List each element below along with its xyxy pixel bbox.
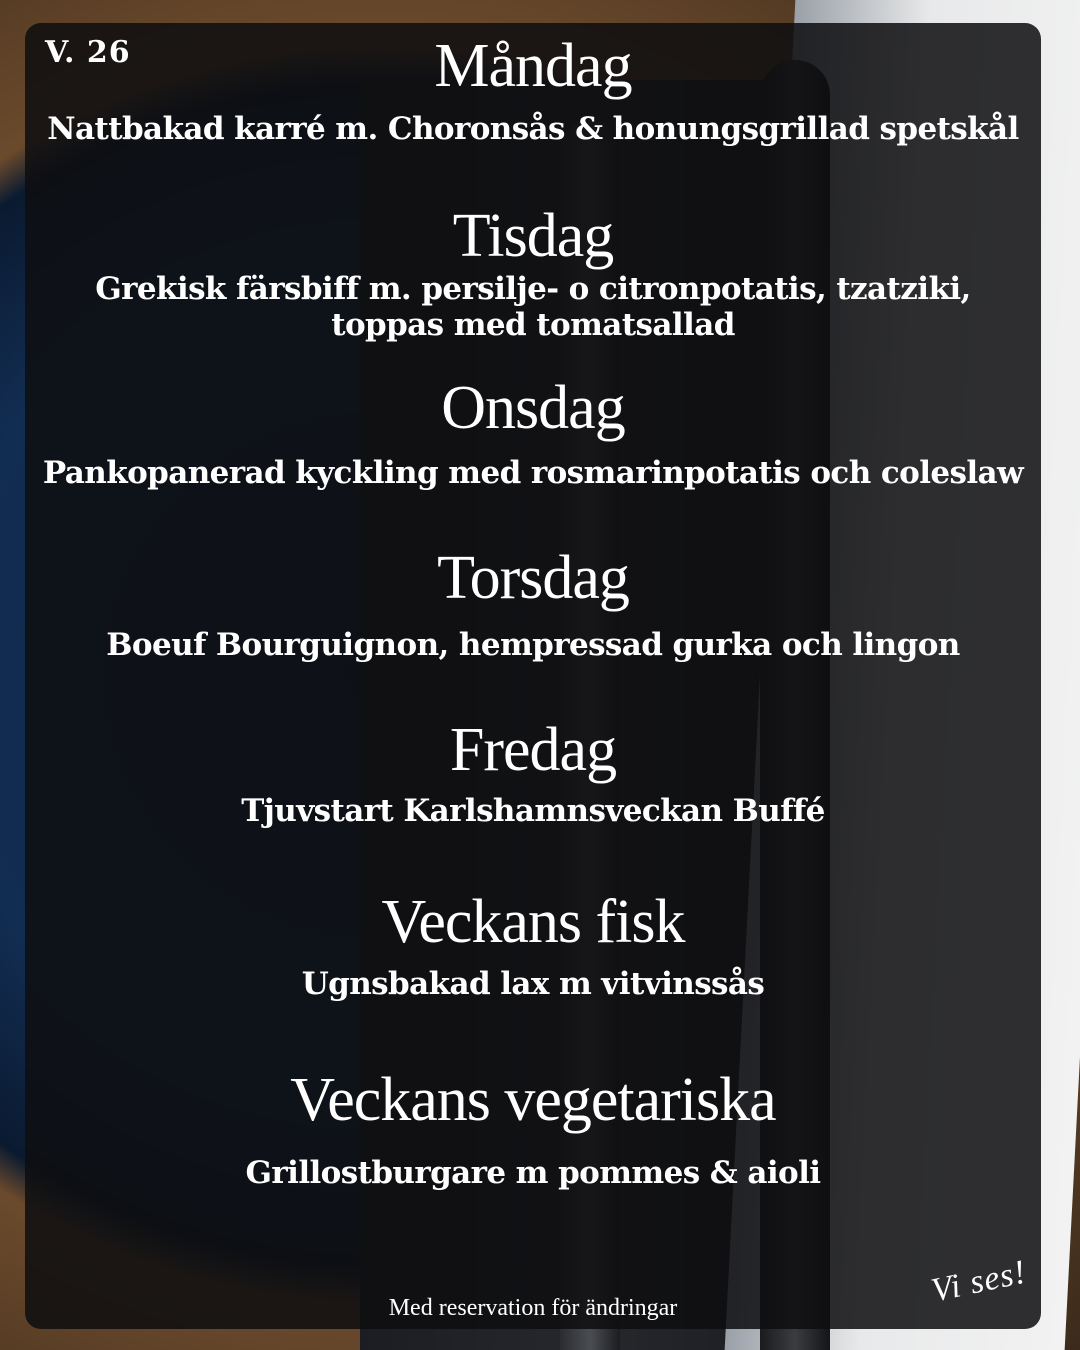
dish-fish: Ugnsbakad lax m vitvinssås — [301, 966, 765, 1002]
dish-tuesday-line-2: toppas med tomatsallad — [331, 307, 735, 343]
day-title-monday: Måndag — [434, 32, 632, 100]
day-title-friday: Fredag — [449, 716, 617, 784]
day-title-wednesday: Onsdag — [441, 374, 625, 442]
footer-note: Med reservation för ändringar — [388, 1295, 678, 1321]
dish-wednesday: Pankopanerad kyckling med rosmarinpotatis och coleslaw — [42, 455, 1024, 491]
dish-vegetarian: Grillostburgare m pommes & aioli — [245, 1155, 821, 1191]
dish-friday: Tjuvstart Karlshamnsveckan Buffé — [241, 793, 825, 829]
menu-panel — [25, 23, 1041, 1329]
signature: Vi ses! — [928, 1253, 1030, 1310]
week-label: V. 26 — [45, 35, 131, 70]
day-title-thursday: Torsdag — [437, 544, 629, 612]
dish-thursday: Boeuf Bourguignon, hempressad gurka och lingon — [106, 627, 960, 663]
section-title-vegetarian: Veckans vegetariska — [290, 1066, 776, 1134]
section-title-fish: Veckans fisk — [381, 888, 685, 956]
dish-monday: Nattbakad karré m. Choronsås & honungsgrillad spetskål — [47, 111, 1019, 147]
dish-tuesday-line-1: Grekisk färsbiff m. persilje- o citronpotatis, tzatziki, — [95, 271, 971, 307]
day-title-tuesday: Tisdag — [452, 202, 614, 270]
